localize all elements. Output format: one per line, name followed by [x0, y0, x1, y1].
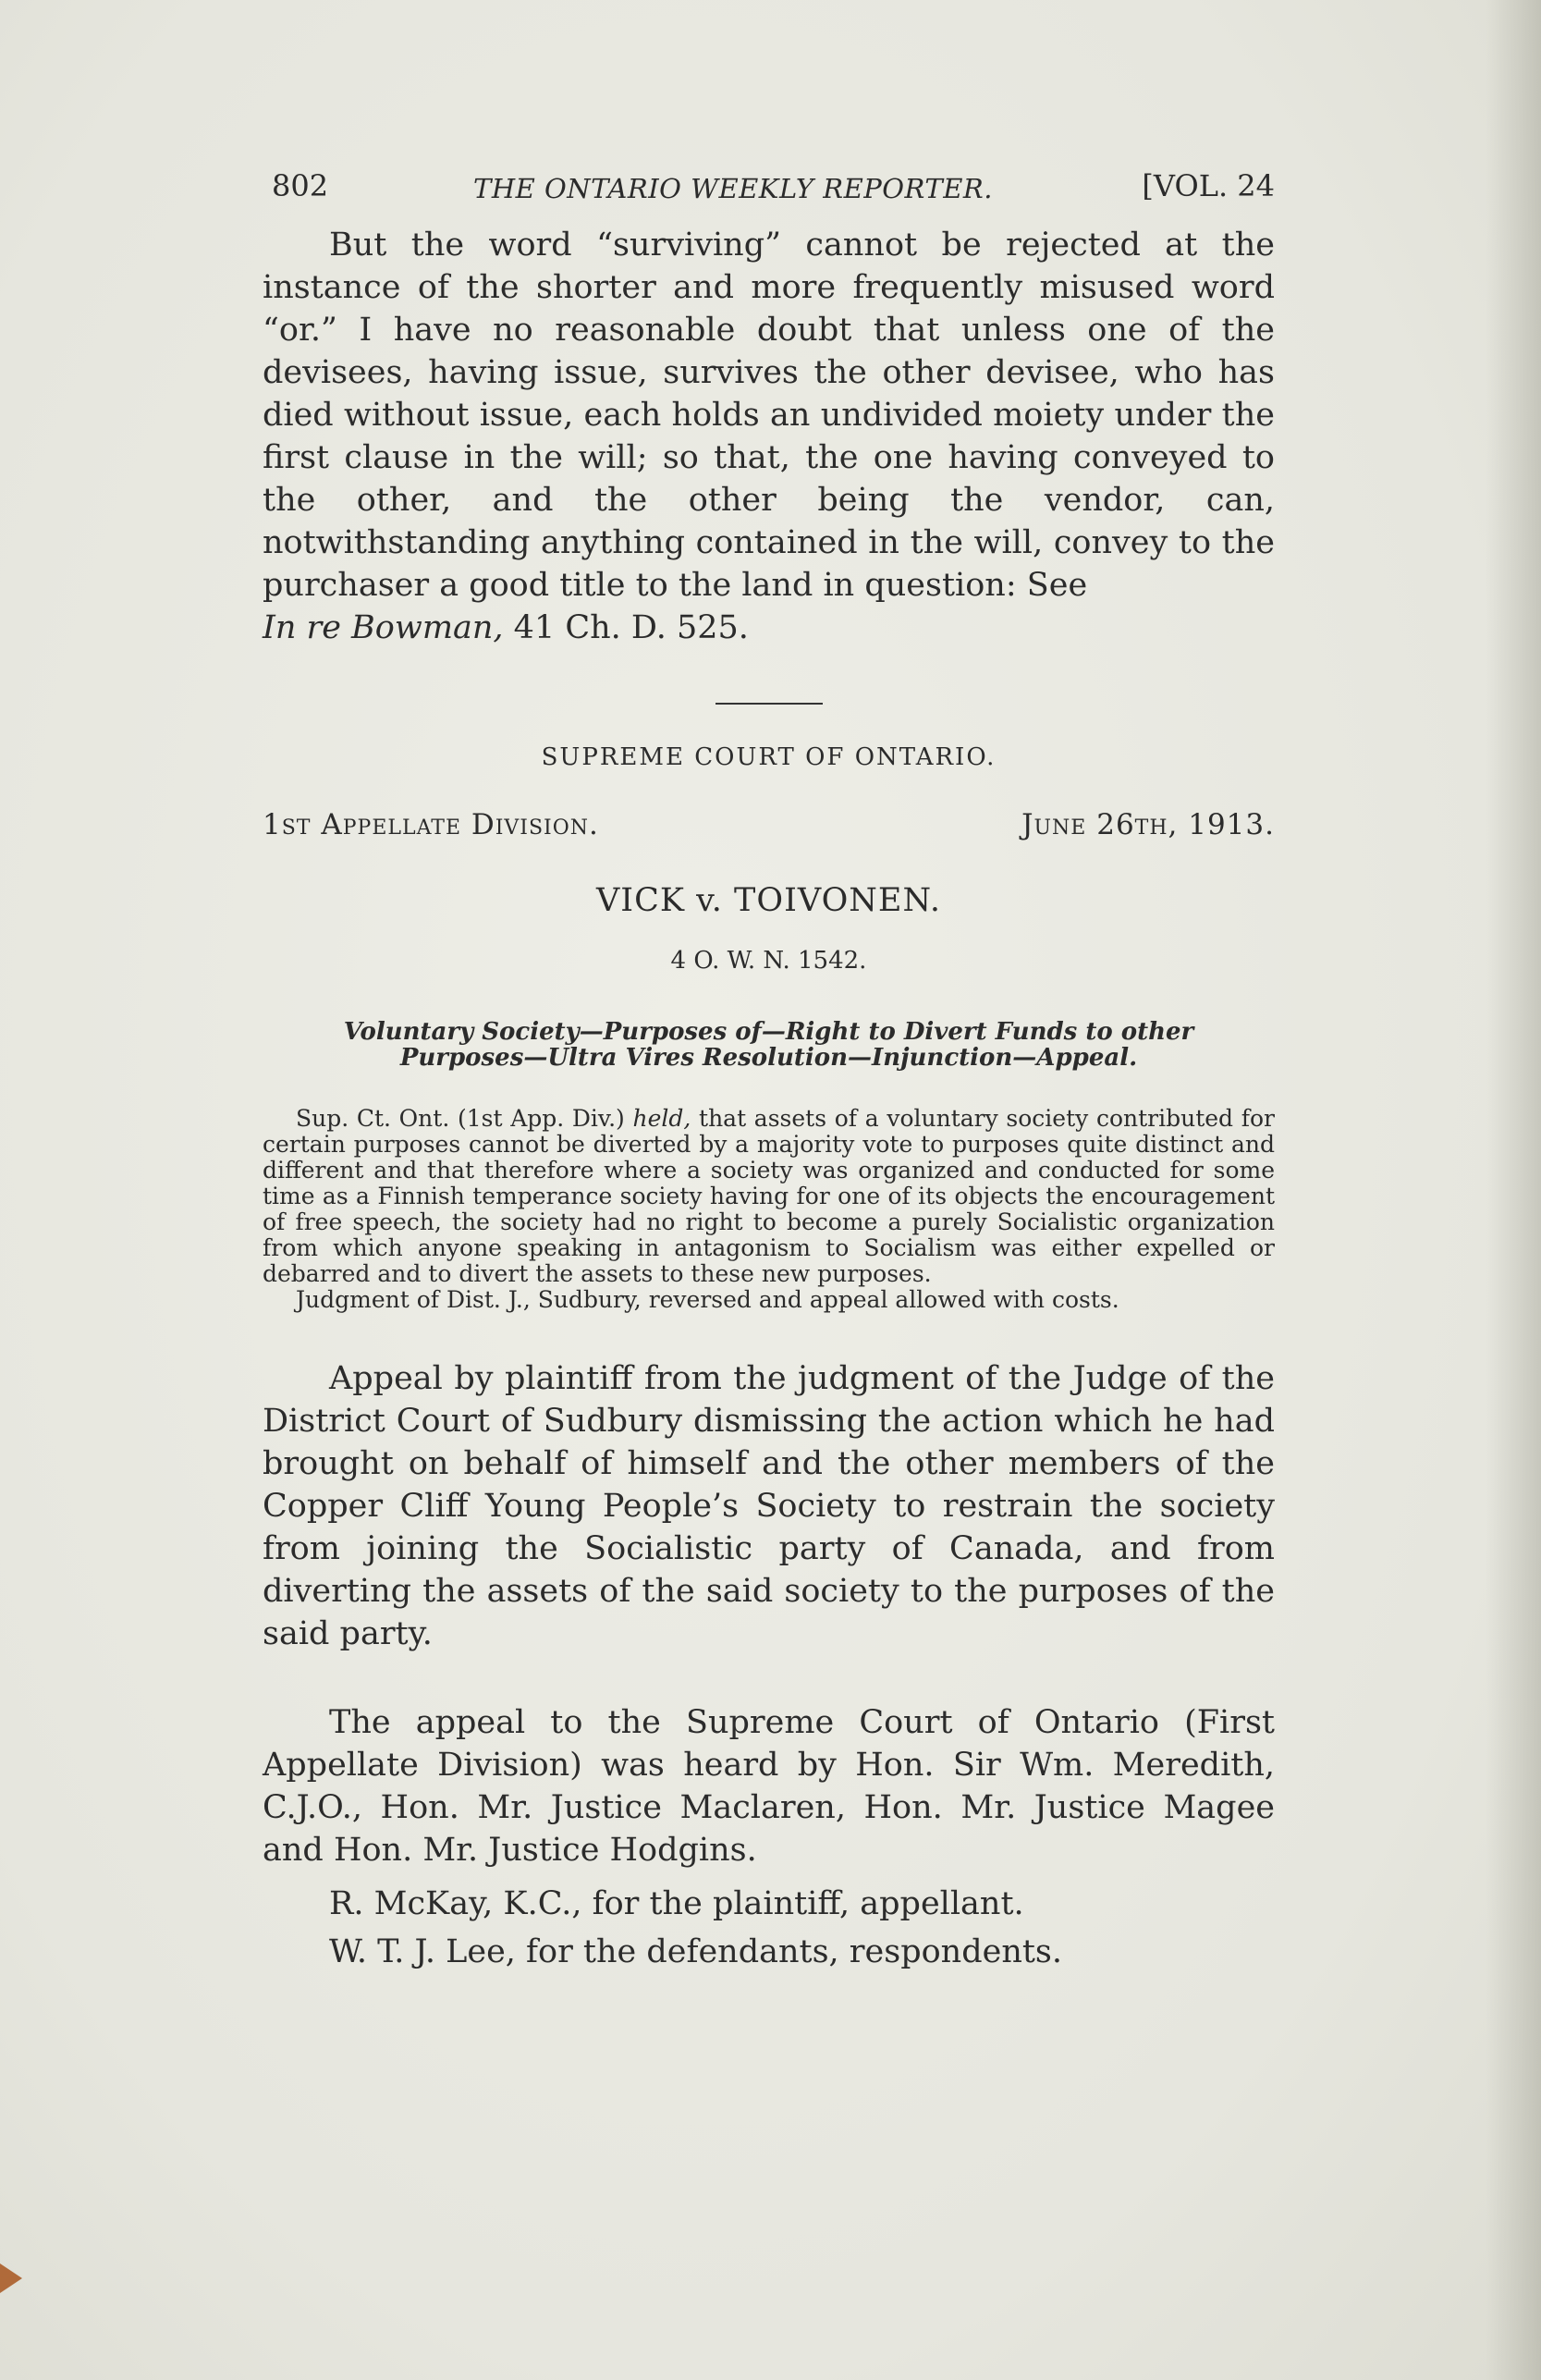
page-corner-mark — [0, 2263, 22, 2293]
previous-case-text: But the word “surviving” cannot be rejected at the instance of the shorter and more frequently misused word “or.” I have no reasonable doubt that unless one of the devisees, having issue, survives the other devisee, who has died without issue, each holds an undivided moiety under the first clause in the will; so that, the one having conveyed to the other, and the other being the vendor, can, notwithstanding anything contained in the will, convey to the purchaser a good title to the land in question: See — [263, 227, 1275, 604]
case-title: VICK v. TOIVONEN. — [596, 882, 941, 919]
previous-case-paragraph — [263, 224, 1275, 649]
volume-label: [VOL. 24 — [1142, 168, 1275, 203]
citation-case-name: In re Bowman, — [263, 609, 504, 646]
citation-reference: 41 Ch. D. 525. — [503, 609, 749, 646]
counsel-plaintiff: R. McKay, K.C., for the plaintiff, appellant. — [329, 1885, 1024, 1922]
holding-block — [263, 1106, 1275, 1313]
division-date-line — [263, 808, 1275, 841]
page-number: 802 — [272, 168, 329, 203]
judgment-summary: Judgment of Dist. J., Sudbury, reversed and appeal allowed with costs. — [296, 1286, 1119, 1313]
case-citation: 4 O. W. N. 1542. — [670, 947, 867, 975]
held-word: held, — [632, 1105, 691, 1132]
binding-shadow — [1486, 0, 1541, 2380]
holding-text: that assets of a voluntary society contributed for certain purposes cannot be diverted by a majority vote to purposes quite distinct and different and that therefore where a society was organized and conducted for some time as a Finnish temperance society having for one of its objects the encouragement of free speech, the society had no right to become a purely Socialistic organization from which anyone speaking in antagonism to Socialism was either expelled or debarred and to divert the assets to these new purposes. — [263, 1105, 1275, 1287]
hearing-paragraph: The appeal to the Supreme Court of Ontario (First Appellate Division) was heard by Hon. Sir Wm. Meredith, C.J.O., Hon. Mr. Justice Maclaren, Hon. Mr. Justice Magee and Hon. Mr. Justice Hodgins. — [263, 1704, 1275, 1869]
headnote-line-1: Voluntary Society—Purposes of—Right to Divert Funds to other — [343, 1018, 1194, 1046]
court-name: SUPREME COURT OF ONTARIO. — [541, 743, 997, 771]
section-divider — [715, 703, 823, 705]
decision-date: June 26th, 1913. — [1021, 808, 1275, 841]
headnote-line-2: Purposes—Ultra Vires Resolution—Injunction—Appeal. — [399, 1044, 1138, 1072]
appeal-paragraph: Appeal by plaintiff from the judgment of the Judge of the District Court of Sudbury dismissing the action which he had brought on behalf of himself and the other members of the Copper Cliff Young People’s Society to restrain the society from joining the Socialistic party of Canada, and from diverting the assets of the said society to the purposes of the said party. — [263, 1360, 1275, 1652]
counsel-defendants: W. T. J. Lee, for the defendants, respondents. — [329, 1933, 1063, 1970]
page-content — [263, 157, 1275, 1973]
holding-court: Sup. Ct. Ont. (1st App. Div.) — [296, 1105, 633, 1132]
division-name: 1st Appellate Division. — [263, 808, 599, 841]
holding-summary — [263, 1106, 1275, 1287]
running-title: THE ONTARIO WEEKLY REPORTER. — [473, 173, 993, 204]
page-header — [263, 157, 1275, 216]
headnote-keywords — [263, 1019, 1275, 1071]
